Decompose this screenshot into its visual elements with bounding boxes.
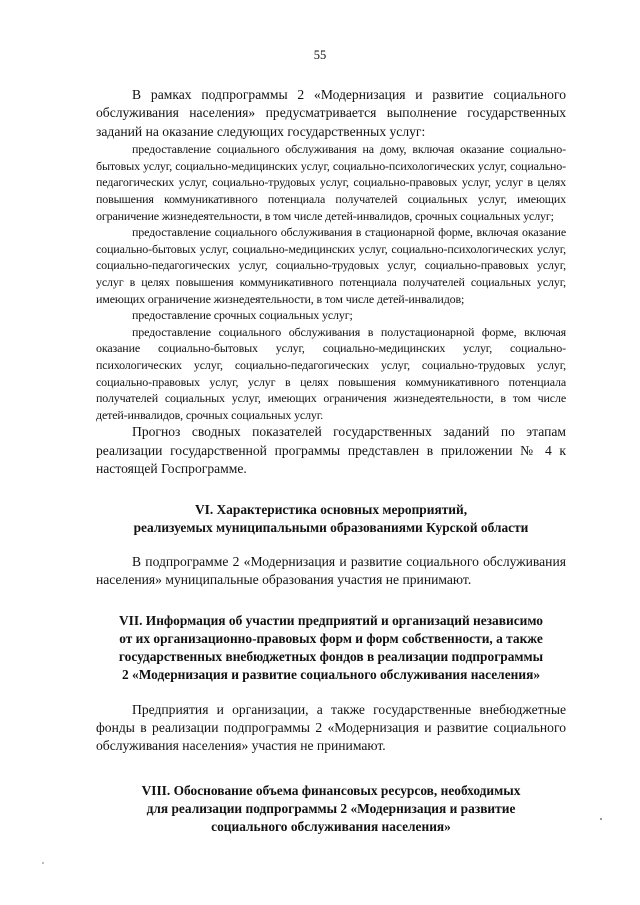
forecast-paragraph: Прогноз сводных показателей государственных заданий по этапам реализации государственной программы представлен в приложении № 4 к настоящей Госпрограмме. [96, 424, 566, 477]
section-6-heading [96, 501, 566, 537]
spacer [96, 756, 566, 782]
page-number: 55 [313, 48, 327, 62]
section-7-heading [96, 612, 566, 685]
scan-speck [600, 818, 602, 820]
spacer [96, 590, 566, 612]
service-urgent-paragraph: предоставление срочных социальных услуг; [132, 308, 353, 323]
section-6-heading-line: VI. Характеристика основных мероприятий, [194, 501, 468, 517]
section-8-heading-line: VIII. Обоснование объема финансовых ресурсов, необходимых [141, 782, 521, 798]
spacer [96, 537, 566, 553]
spacer [96, 479, 566, 501]
section-6-text: В подпрограмме 2 «Модернизация и развитие социального обслуживания населения» муниципальные образования участия не принимают. [96, 553, 566, 588]
page-content [96, 86, 566, 836]
service-stationary-paragraph: предоставление социального обслуживания в стационарной форме, включая оказание социально-бытовых услуг, социально-медицинских услуг, социально-психологических услуг, социально-педагогических услуг, социально-трудовых услуг, социально-правовых услуг, услуг в целях повышения коммуникативного потенциала получателей социальных услуг, имеющих ограничение жизнедеятельности, в том числе детей-инвалидов; [96, 225, 566, 306]
spacer [96, 685, 566, 701]
section-8-heading-line: социального обслуживания населения» [211, 819, 451, 835]
section-8-heading [96, 782, 566, 837]
service-home-paragraph: предоставление социального обслуживания на дому, включая оказание социально-бытовых услуг, социально-медицинских услуг, социально-психологических услуг, социально-педагогических услуг, социально-трудовых услуг, социально-правовых услуг, услуг в целях повышения коммуникативного потенциала получателей социальных услуг, имеющих ограничение жизнедеятельности, в том числе детей-инвалидов, срочных социальных услуг; [96, 142, 566, 223]
section-7-heading-line: государственных внебюджетных фондов в реализации подпрограммы [118, 649, 544, 665]
section-7-heading-line: 2 «Модернизация и развитие социального обслуживания населения» [121, 667, 541, 683]
scan-speck [42, 862, 44, 864]
section-6-heading-line: реализуемых муниципальными образованиями Курской области [133, 519, 529, 535]
section-7-text: Предприятия и организации, а также государственные внебюджетные фонды в реализации подпрограммы 2 «Модернизация и развитие социального обслуживания населения» участия не принимают. [96, 701, 566, 754]
intro-paragraph: В рамках подпрограммы 2 «Модернизация и развитие социального обслуживания населения» предусматривается выполнение государственных заданий на оказание следующих государственных услуг: [96, 87, 566, 139]
service-semistationary-paragraph: предоставление социального обслуживания в полустационарной форме, включая оказание социально-бытовых услуг, социально-медицинских услуг, социально-психологических услуг, социально-педагогических услуг, социально-трудовых услуг, социально-правовых услуг, услуг в целях повышения коммуникативного потенциала получателей социальных услуг, имеющих ограничения жизнедеятельности, в том числе детей-инвалидов, срочных социальных услуг. [96, 324, 566, 422]
section-7-heading-line: от их организационно-правовых форм и форм собственности, а также [119, 630, 543, 646]
section-7-heading-line: VII. Информация об участии предприятий и организаций независимо [119, 612, 543, 628]
section-8-heading-line: для реализации подпрограммы 2 «Модернизация и развитие [146, 800, 516, 816]
